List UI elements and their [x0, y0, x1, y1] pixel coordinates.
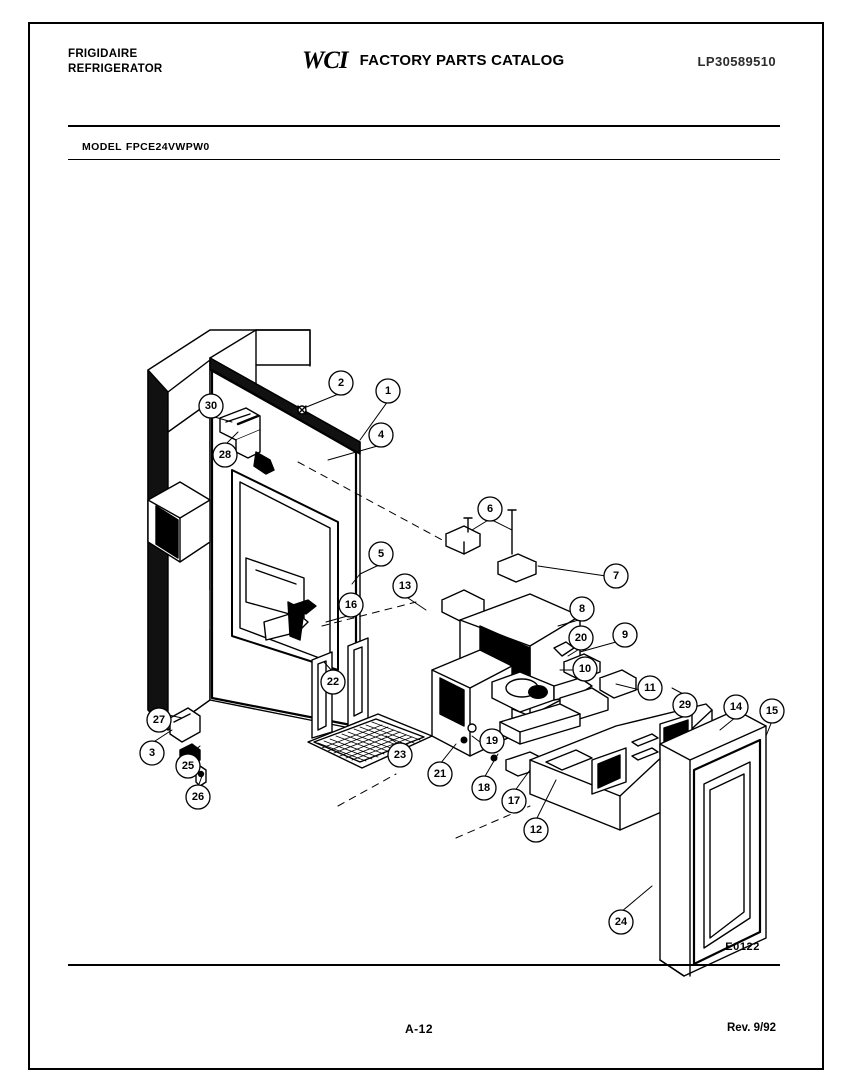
callout-13: [393, 574, 417, 598]
callout-12: [524, 818, 548, 842]
callout-11: [638, 676, 662, 700]
svg-text:21: 21: [433, 768, 447, 780]
footer-divider: [68, 964, 780, 966]
svg-text:17: 17: [507, 795, 521, 807]
svg-text:1: 1: [384, 385, 392, 397]
callout-24: [609, 910, 633, 934]
callout-29: [673, 693, 697, 717]
grille-assembly: [308, 638, 432, 768]
svg-text:12: 12: [529, 824, 543, 836]
svg-text:24: 24: [614, 916, 628, 928]
svg-text:20: 20: [574, 632, 588, 644]
catalog-title-text: FACTORY PARTS CATALOG: [359, 52, 565, 69]
callout-16: [339, 593, 363, 617]
svg-text:25: 25: [181, 760, 195, 772]
callout-20: [569, 626, 593, 650]
model-label: MODEL: [82, 141, 122, 153]
callout-9: [613, 623, 637, 647]
svg-text:3: 3: [148, 747, 156, 759]
svg-text:26: 26: [191, 791, 205, 803]
svg-text:7: 7: [612, 570, 620, 582]
callout-1: [376, 379, 400, 403]
catalog-title-block: [300, 48, 564, 73]
outer-door-panel: [660, 710, 766, 976]
callout-10: [573, 657, 597, 681]
svg-text:14: 14: [729, 701, 743, 713]
svg-text:29: 29: [678, 699, 692, 711]
callout-27: [147, 708, 171, 732]
svg-text:23: 23: [393, 749, 407, 761]
catalog-number: LP30589510: [697, 54, 776, 69]
callout-6: [478, 497, 502, 521]
svg-text:10: 10: [578, 663, 592, 675]
page-number: A-12: [405, 1022, 434, 1036]
wci-logo: WCI: [302, 47, 348, 74]
callout-4: [369, 423, 393, 447]
callout-28: [213, 443, 237, 467]
callout-25: [176, 754, 200, 778]
callout-22: [321, 670, 345, 694]
callout-15: [760, 699, 784, 723]
callout-3: [140, 741, 164, 765]
svg-text:8: 8: [578, 603, 586, 615]
svg-text:9: 9: [621, 629, 629, 641]
callout-2: [329, 371, 353, 395]
callout-14: [724, 695, 748, 719]
svg-text:18: 18: [477, 782, 491, 794]
svg-text:16: 16: [344, 599, 358, 611]
svg-text:19: 19: [485, 735, 499, 747]
brand-name: FRIGIDAIRE: [68, 48, 138, 60]
callout-7: [604, 564, 628, 588]
callout-8: [570, 597, 594, 621]
svg-text:22: 22: [326, 676, 340, 688]
svg-text:5: 5: [377, 548, 385, 560]
callout-19: [480, 729, 504, 753]
brand-category: REFRIGERATOR: [68, 63, 163, 75]
brand-block: [68, 47, 163, 77]
svg-text:2: 2: [337, 377, 345, 389]
callout-23: [388, 743, 412, 767]
svg-text:13: 13: [398, 580, 412, 592]
svg-text:4: 4: [377, 429, 385, 441]
svg-text:6: 6: [486, 503, 494, 515]
revision-date: Rev. 9/92: [726, 1022, 776, 1034]
header-divider: [68, 125, 780, 127]
svg-text:15: 15: [765, 705, 779, 717]
callout-18: [472, 776, 496, 800]
model-divider: [68, 159, 780, 160]
exploded-diagram: [60, 170, 790, 928]
figure-code: E0122: [725, 941, 760, 953]
svg-text:30: 30: [204, 400, 218, 412]
svg-text:27: 27: [152, 714, 166, 726]
callout-26: [186, 785, 210, 809]
svg-text:11: 11: [644, 682, 656, 694]
callout-30: [199, 394, 223, 418]
callout-5: [369, 542, 393, 566]
model-line: [82, 141, 210, 153]
model-value: FPCE24VWPW0: [125, 141, 210, 153]
callout-17: [502, 789, 526, 813]
svg-text:28: 28: [218, 449, 232, 461]
callout-21: [428, 762, 452, 786]
